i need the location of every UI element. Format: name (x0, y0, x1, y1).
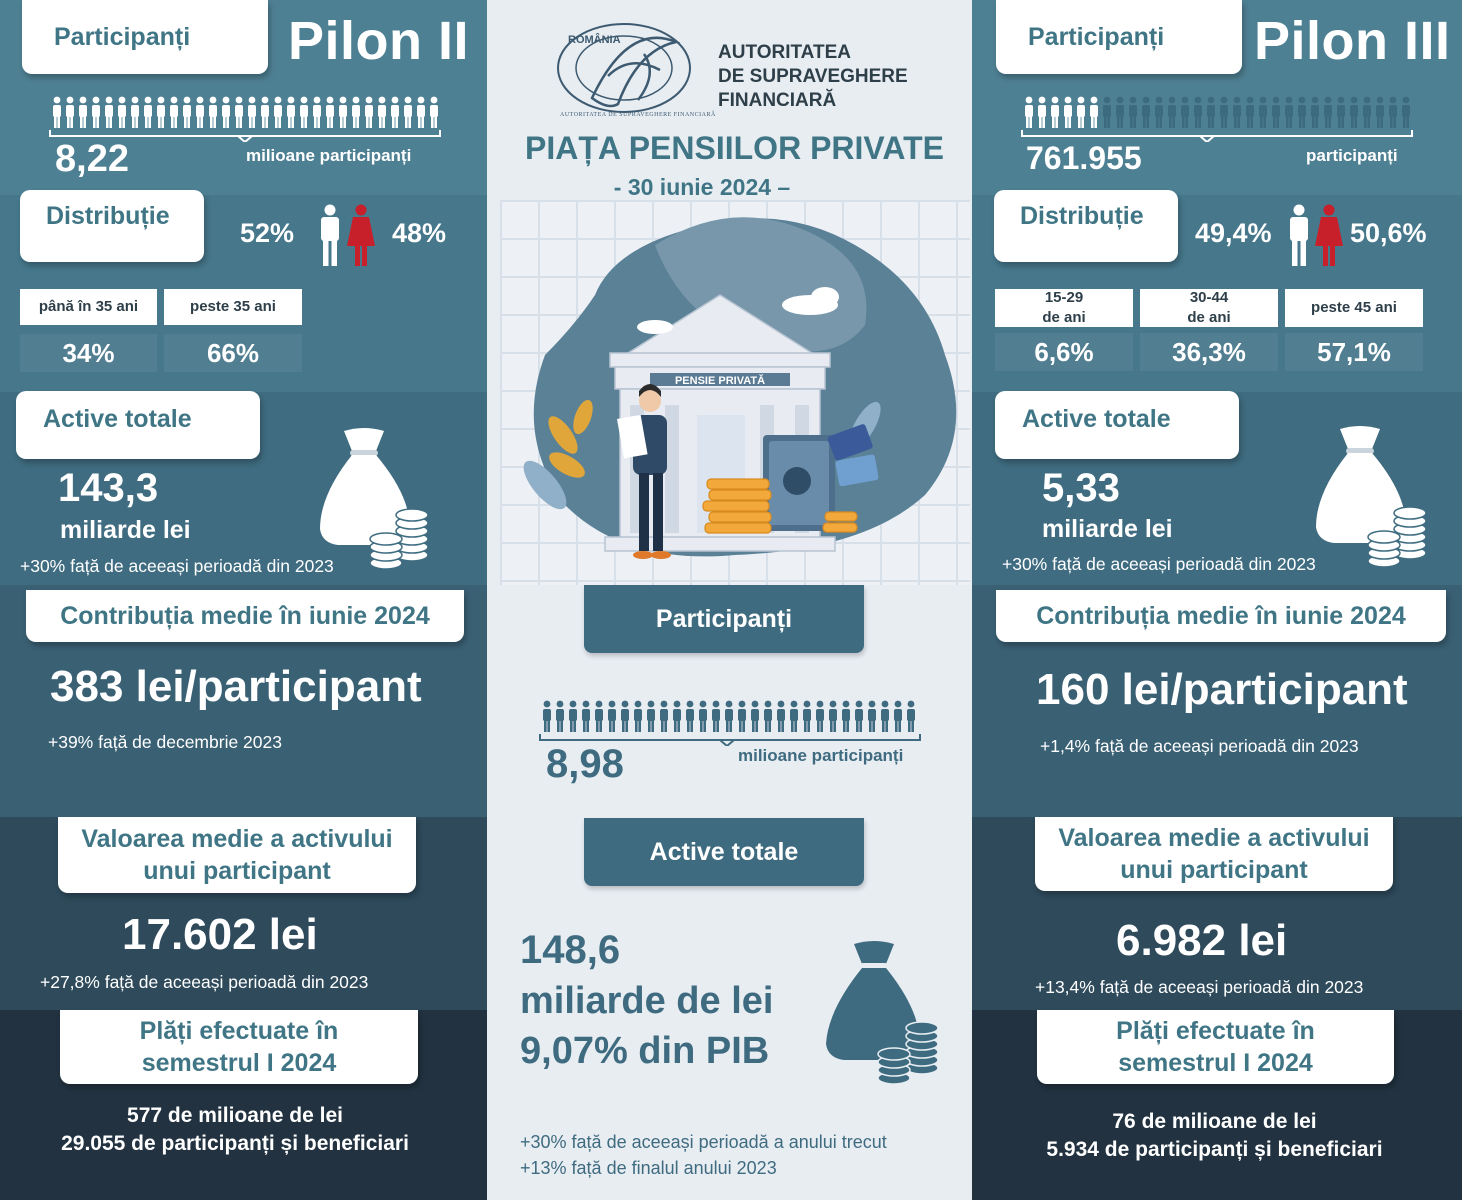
person-icon (816, 701, 824, 732)
person-icon (417, 97, 425, 128)
logo-ring-top: ROMÂNIA (568, 34, 621, 46)
pilon3-distribution-label: Distribuție (1020, 202, 1144, 230)
pilon2-participants-value: 8,22 (55, 138, 129, 180)
person-icon (1207, 97, 1215, 128)
person-icon (569, 701, 577, 732)
person-icon (1272, 97, 1280, 128)
center-assets-note2: +13% față de finalul anului 2023 (520, 1158, 777, 1178)
person-icon (556, 701, 564, 732)
pilon3-contribution-value: 160 lei/participant (1036, 665, 1408, 714)
person-icon (300, 97, 308, 128)
person-icon (543, 701, 551, 732)
person-icon (209, 97, 217, 128)
male-icon (318, 204, 342, 271)
person-icon (1103, 97, 1111, 128)
pilon2-male-pct: 52% (240, 218, 295, 248)
center-assets-note1: +30% față de aceeași perioadă a anului trecut (520, 1132, 887, 1152)
person-icon (764, 701, 772, 732)
pilon3-payments-line2: 5.934 de participanți și beneficiari (1046, 1138, 1383, 1161)
person-icon (621, 701, 629, 732)
person-icon (1376, 97, 1384, 128)
pilon2-title: Pilon II (288, 11, 470, 71)
person-icon (881, 701, 889, 732)
center-participants-label: Participanți (655, 604, 793, 633)
person-icon (1402, 97, 1410, 128)
person-icon (1246, 97, 1254, 128)
pilon3-participants-unit: participanți (1306, 146, 1398, 165)
money-bag-icon (1310, 423, 1432, 578)
pilon3-assets-label: Active totale (1022, 405, 1171, 433)
person-icon (790, 701, 798, 732)
pilon3-avg-asset-value: 6.982 lei (1116, 916, 1288, 965)
pilon2-avg-asset-note: +27,8% față de aceeași perioadă din 2023 (40, 972, 369, 992)
pilon3-participants-label: Participanți (1028, 22, 1165, 51)
pilon2-payments-label-1: Plăți efectuate în (139, 1016, 339, 1045)
pilon3-avg-asset-label-2: unui participant (1120, 856, 1308, 884)
pilon3-age-label-1 (1140, 289, 1278, 327)
pilon2-age-label-1: peste 35 ani (164, 289, 302, 325)
person-icon (1298, 97, 1306, 128)
person-icon (1168, 97, 1176, 128)
asf-logo (548, 14, 714, 127)
pilon3-male-pct: 49,4% (1195, 218, 1272, 248)
person-icon (92, 97, 100, 128)
pilon2-female-pct: 48% (392, 218, 447, 248)
org-line-2: DE SUPRAVEGHERE (718, 66, 908, 87)
center-assets-card (584, 818, 864, 886)
person-icon (751, 701, 759, 732)
pilon2-payments-label-2: semestrul I 2024 (141, 1049, 337, 1077)
pilon3-payments-label-1: Plăți efectuate în (1116, 1016, 1315, 1045)
pilon2-assets-card (16, 391, 260, 459)
person-icon (404, 97, 412, 128)
pilon3-age-value-1: 36,3% (1140, 333, 1278, 371)
pilon2-people-row (48, 94, 442, 142)
pilon2-participants-label: Participanți (54, 22, 191, 51)
pilon3-age-label-0 (995, 289, 1133, 327)
pilon3-contribution-card (996, 590, 1446, 642)
pilon3-age-value-0: 6,6% (995, 333, 1133, 371)
person-icon (647, 701, 655, 732)
org-line-3: FINANCIARĂ (718, 90, 837, 111)
pilon2-avg-asset-label-1: Valoarea medie a activului (81, 824, 393, 853)
person-icon (829, 701, 837, 732)
male-icon (1287, 204, 1311, 271)
pilon2-payments-card (60, 1010, 418, 1084)
pilon3-assets-note: +30% față de aceeași perioadă din 2023 (1002, 554, 1316, 574)
pilon3-age-value-2: 57,1% (1285, 333, 1423, 371)
pilon2-distribution-card (20, 190, 204, 262)
person-icon (1350, 97, 1358, 128)
person-icon (170, 97, 178, 128)
person-icon (1090, 97, 1098, 128)
person-icon (894, 701, 902, 732)
org-line-1: AUTORITATEA (718, 42, 851, 63)
person-icon (855, 701, 863, 732)
pilon3-age-label-0-line2: de ani (1042, 309, 1086, 326)
center-assets-line3: 9,07% din PIB (520, 1030, 770, 1072)
person-icon (131, 97, 139, 128)
person-icon (868, 701, 876, 732)
person-icon (235, 97, 243, 128)
pension-illustration (505, 205, 970, 590)
person-icon (1194, 97, 1202, 128)
pilon2-participants-card (22, 0, 268, 74)
person-icon (686, 701, 694, 732)
pilon3-assets-value: 5,33 (1042, 466, 1120, 510)
person-icon (738, 701, 746, 732)
person-icon (595, 701, 603, 732)
person-icon (673, 701, 681, 732)
center-assets-label: Active totale (649, 837, 799, 866)
person-icon (1363, 97, 1371, 128)
pilon3-age-label-1-line2: de ani (1187, 309, 1231, 326)
person-icon (1025, 97, 1033, 128)
pilon3-distribution-card (994, 190, 1178, 262)
person-icon (1155, 97, 1163, 128)
person-icon (712, 701, 720, 732)
person-icon (582, 701, 590, 732)
person-icon (1064, 97, 1072, 128)
pilon2-participants-unit: milioane participanți (246, 146, 412, 165)
center-assets-line2: miliarde de lei (520, 980, 774, 1022)
person-icon (1259, 97, 1267, 128)
person-icon (183, 97, 191, 128)
center-money-bag-icon (820, 938, 944, 1093)
person-icon (1038, 97, 1046, 128)
pilon3-avg-asset-note: +13,4% față de aceeași perioadă din 2023 (1035, 977, 1364, 997)
pilon2-assets-note: +30% față de aceeași perioadă din 2023 (20, 556, 334, 576)
main-date: - 30 iunie 2024 – (613, 174, 791, 200)
person-icon (1233, 97, 1241, 128)
pilon2-avg-asset-value: 17.602 lei (122, 910, 318, 959)
person-icon (196, 97, 204, 128)
pilon3-avg-asset-card (1035, 817, 1393, 891)
person-icon (105, 97, 113, 128)
pilon2-contribution-label: Contribuția medie în iunie 2024 (60, 601, 430, 630)
pilon3-contribution-note: +1,4% față de aceeași perioadă din 2023 (1040, 736, 1359, 756)
pilon3-people-row (1020, 94, 1414, 142)
pilon3-payments-label-2: semestrul I 2024 (1118, 1049, 1313, 1077)
person-icon (842, 701, 850, 732)
person-icon (326, 97, 334, 128)
pilon2-assets-unit: miliarde lei (60, 516, 191, 544)
person-icon (352, 97, 360, 128)
person-icon (365, 97, 373, 128)
pilon3-assets-unit: miliarde lei (1042, 515, 1173, 543)
female-icon (346, 204, 376, 271)
pilon3-payments-card (1037, 1010, 1394, 1084)
pilon3-participants-value: 761.955 (1026, 140, 1142, 176)
pilon3-payments-line1: 76 de milioane de lei (1112, 1110, 1317, 1133)
pilon2-age-value-1: 66% (164, 334, 302, 372)
center-participants-card (584, 585, 864, 653)
person-icon (725, 701, 733, 732)
person-icon (1285, 97, 1293, 128)
person-icon (1142, 97, 1150, 128)
person-icon (1220, 97, 1228, 128)
pilon2-contribution-value: 383 lei/participant (50, 662, 422, 711)
pilon2-contribution-card (26, 590, 464, 642)
female-icon (1314, 204, 1344, 271)
pilon2-distribution-label: Distribuție (46, 202, 170, 230)
center-assets-line1: 148,6 (520, 928, 621, 972)
person-icon (391, 97, 399, 128)
person-icon (1324, 97, 1332, 128)
person-icon (313, 97, 321, 128)
person-icon (339, 97, 347, 128)
person-icon (608, 701, 616, 732)
pilon3-participants-card (996, 0, 1242, 74)
pilon2-payments-line1: 577 de milioane de lei (127, 1104, 343, 1127)
person-icon (803, 701, 811, 732)
pilon3-age-label-1-line1: 30-44 (1189, 288, 1229, 306)
person-icon (1129, 97, 1137, 128)
person-icon (634, 701, 642, 732)
person-icon (1181, 97, 1189, 128)
person-icon (144, 97, 152, 128)
pilon2-avg-asset-card (58, 817, 416, 893)
main-title: PIAȚA PENSIILOR PRIVATE (525, 130, 944, 166)
pilon2-age-label-0: până în 35 ani (20, 289, 157, 325)
person-icon (287, 97, 295, 128)
person-icon (1077, 97, 1085, 128)
pilon2-assets-value: 143,3 (58, 466, 159, 510)
pilon3-age-label-2 (1285, 289, 1423, 327)
person-icon (53, 97, 61, 128)
pilon3-assets-card (995, 391, 1239, 459)
person-icon (699, 701, 707, 732)
person-icon (1389, 97, 1397, 128)
person-icon (66, 97, 74, 128)
center-participants-unit: milioane participanți (738, 746, 904, 765)
center-participants-value: 8,98 (546, 742, 624, 786)
person-icon (1116, 97, 1124, 128)
person-icon (222, 97, 230, 128)
pilon3-female-pct: 50,6% (1350, 218, 1427, 248)
pilon3-avg-asset-label-1: Valoarea medie a activului (1058, 823, 1370, 852)
pilon2-avg-asset-label-2: unui participant (143, 857, 331, 885)
pilon3-contribution-label: Contribuția medie în iunie 2024 (1036, 601, 1406, 630)
pilon3-age-label-2-line1: peste 45 ani (1311, 298, 1397, 316)
center-people-row (538, 698, 922, 746)
person-icon (261, 97, 269, 128)
person-icon (1311, 97, 1319, 128)
person-icon (248, 97, 256, 128)
person-icon (157, 97, 165, 128)
person-icon (118, 97, 126, 128)
money-bag-icon (314, 425, 434, 580)
person-icon (430, 97, 438, 128)
person-icon (378, 97, 386, 128)
pilon3-title: Pilon III (1254, 11, 1451, 71)
pilon2-payments-line2: 29.055 de participanți și beneficiari (61, 1132, 409, 1155)
building-sign: PENSIE PRIVATĂ (674, 375, 766, 387)
person-icon (907, 701, 915, 732)
person-icon (660, 701, 668, 732)
person-icon (1051, 97, 1059, 128)
person-icon (274, 97, 282, 128)
pilon2-contribution-note: +39% față de decembrie 2023 (48, 732, 282, 752)
person-icon (777, 701, 785, 732)
pilon2-age-value-0: 34% (20, 334, 157, 372)
person-icon (79, 97, 87, 128)
pilon2-assets-label: Active totale (43, 405, 192, 433)
person-icon (1337, 97, 1345, 128)
pilon3-age-label-0-line1: 15-29 (1044, 288, 1084, 306)
logo-ring-side: AUTORITATEA DE SUPRAVEGHERE FINANCIARĂ (560, 112, 716, 118)
